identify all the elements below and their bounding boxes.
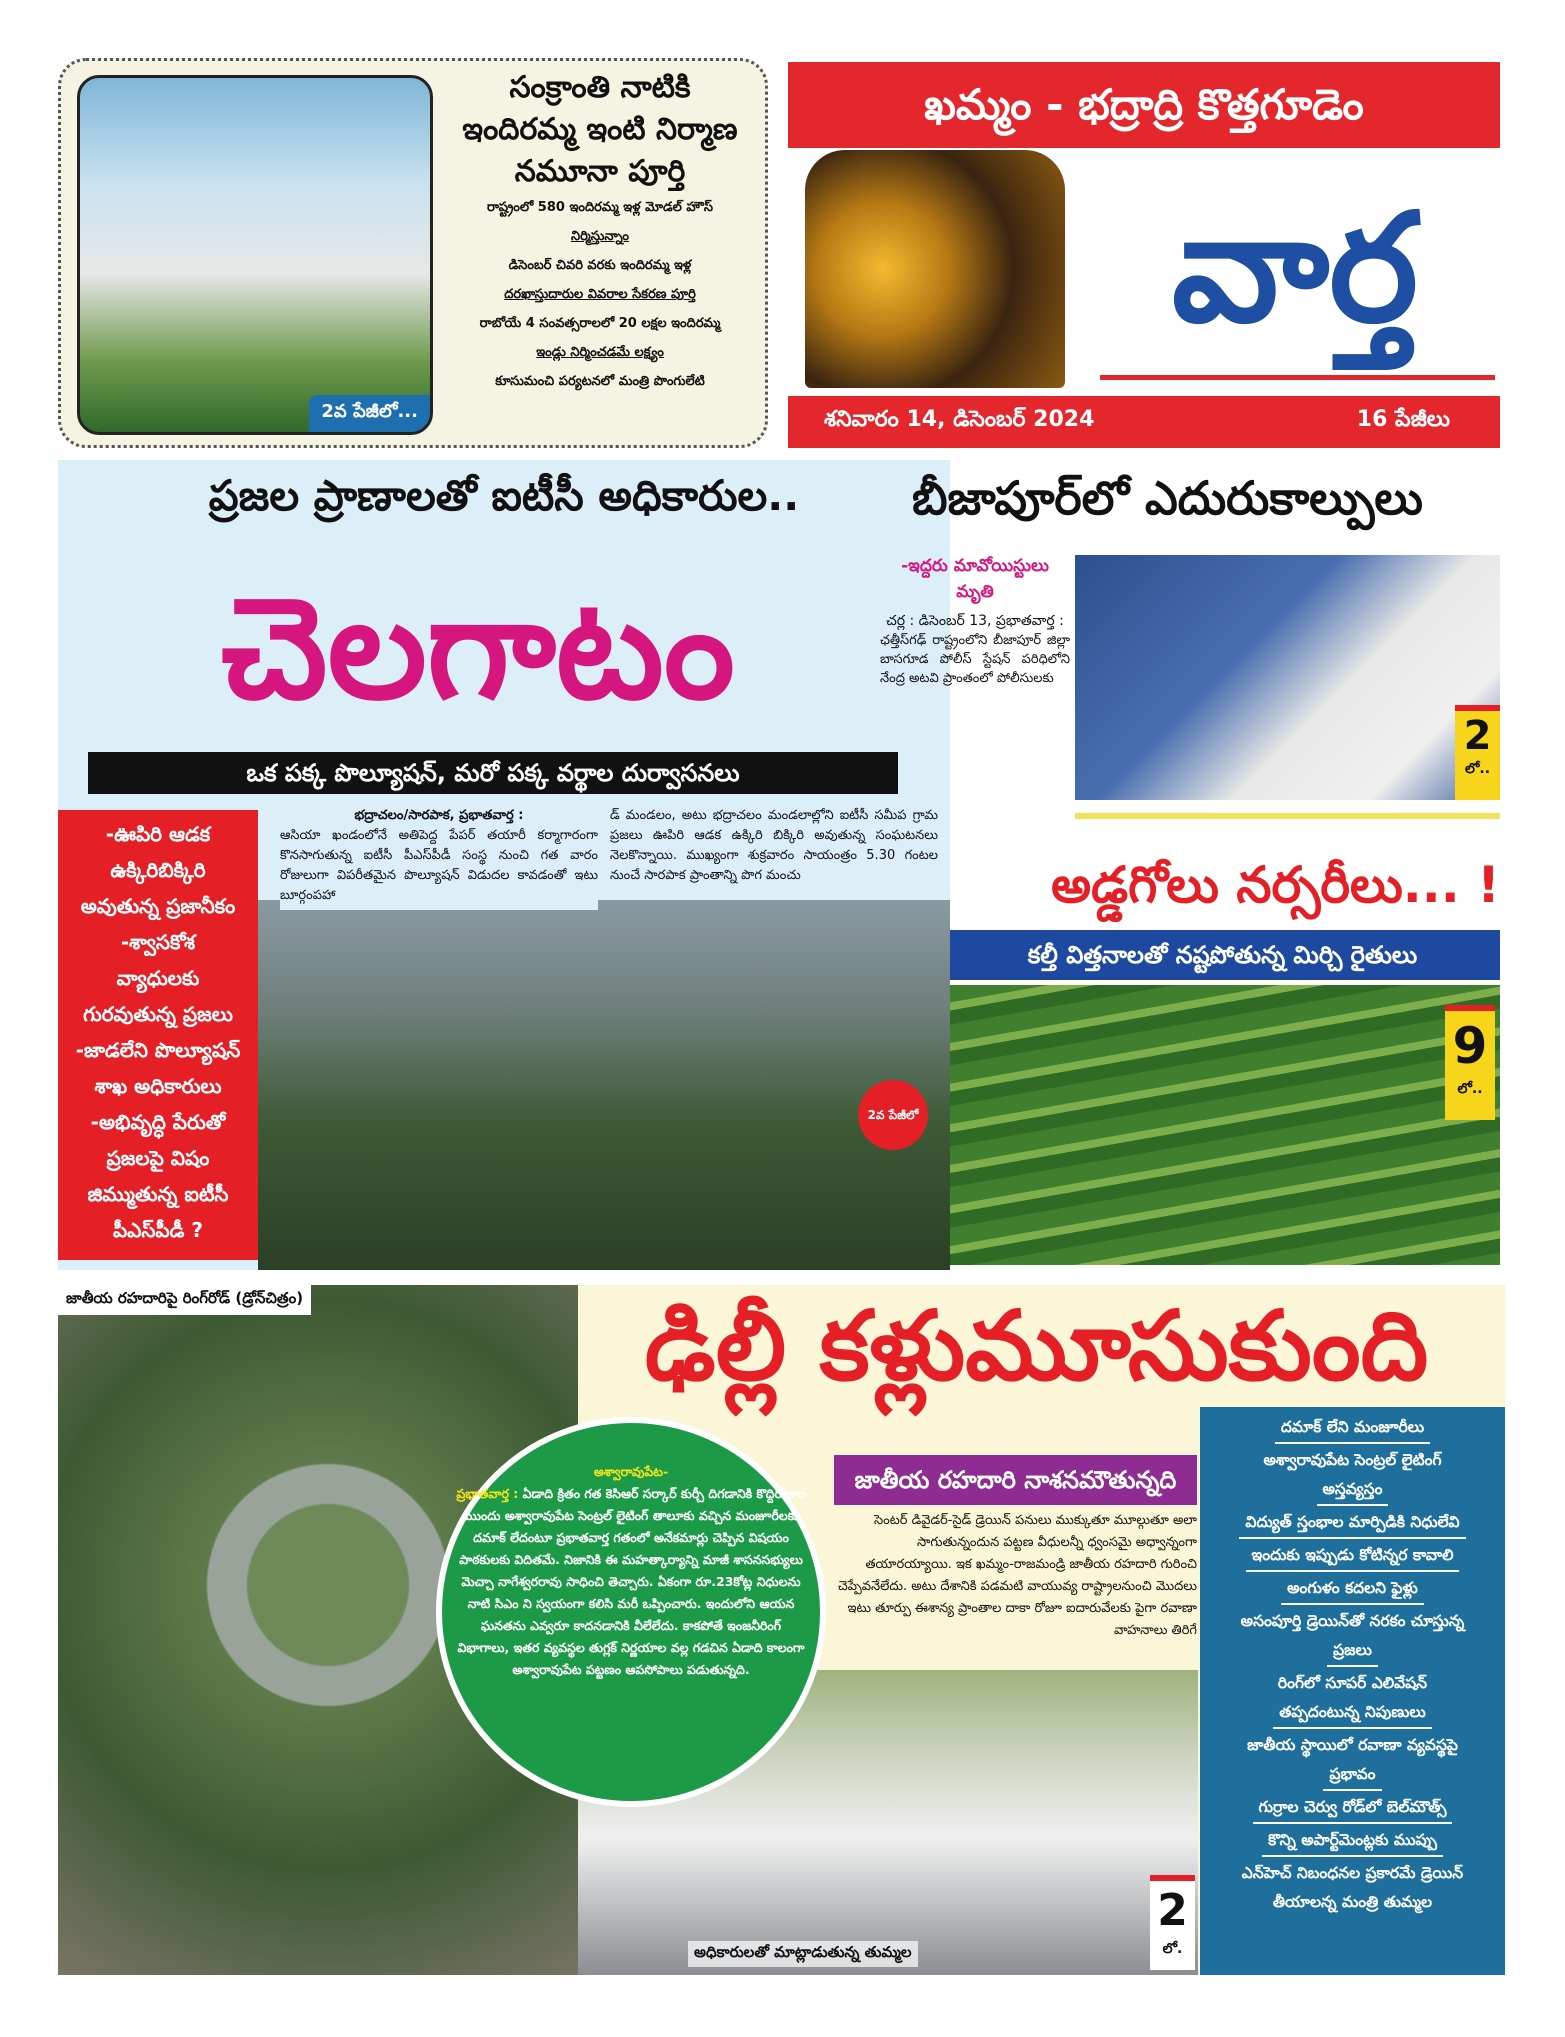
highlight: వ్యాధులకు — [116, 966, 200, 990]
jump-page: 2 — [1157, 1885, 1188, 1936]
smog-photo — [258, 900, 950, 1270]
point: జాతీయ స్థాయిలో రవాణా వ్యవస్థపై — [1247, 1736, 1458, 1754]
point: ఎన్‌హెచ్ నిబంధనల ప్రకారమే డ్రెయిన్ — [1241, 1864, 1464, 1882]
jump-label[interactable]: 2వ పేజీలో... — [309, 395, 430, 432]
lead-highlights — [58, 810, 258, 1260]
dateline: చర్ల : డిసెంబర్ 13, ప్రభాతవార్త : — [886, 613, 1064, 629]
highlight: -అభివృద్ధి పేరుతో — [90, 1110, 226, 1134]
highlight: -ఊపిరి ఆడక — [105, 822, 211, 846]
jump-page: 9 — [1452, 1017, 1488, 1075]
photo-caption: జాతీయ రహదారిపై రింగ్‌రోడ్ (డ్రోన్‌చిత్రం) — [58, 1285, 311, 1315]
top-story-text — [437, 67, 763, 396]
page-count: 16 పేజీలు — [1356, 407, 1450, 432]
point: ప్రజలు — [1327, 1636, 1378, 1667]
point: విద్యుత్ స్తంభాల మార్పిడికి నిధులేవి — [1239, 1508, 1465, 1539]
point: అంగుళం కదలని ఫైళ్లు — [1281, 1574, 1424, 1605]
bijapur-headline: బీజాపూర్‌లో ఎదురుకాల్పులు — [912, 471, 1423, 525]
headline-line: ఇందిరమ్మ ఇంటి నిర్మాణ — [462, 112, 738, 147]
point: రాబోయే 4 సంవత్సరాలలో 20 లక్షల ఇందిరమ్మ — [479, 316, 721, 331]
delhi-headline: ఢిల్లీ కళ్లుమూసుకుంది — [644, 1290, 1429, 1402]
body-text: ఆసియా ఖండంలోనే అతిపెద్ద పేపర్ తయారీ కర్మాగారంగా కొనసాగుతున్న ఐటీసీ పీఎస్‌పీడీ సంస్థ నుంచి గత వారం రోజులుగా విపరీతమైన పొల్యూషన్ విడుదల కావడంతో ఇటు బూర్గంపహా — [280, 828, 598, 903]
jump-badge[interactable] — [1445, 1005, 1495, 1120]
point: రింగ్‌లో సూపర్ ఎలివేషన్ — [1277, 1674, 1428, 1692]
highlight: -జాడలేని పొల్యూషన్ — [75, 1038, 241, 1062]
lead-story — [58, 460, 950, 1270]
nursery-headline — [1051, 852, 1500, 918]
dateline: ప్రభాతవార్త : — [456, 1486, 519, 1501]
point: ఇండ్లు నిర్మించడమే లక్ష్యం — [536, 345, 664, 360]
lead-subhead: ఒక పక్క పొల్యూషన్, మరో పక్క వర్థాల దుర్వాసనలు — [88, 752, 898, 794]
bijapur-body — [880, 612, 1070, 688]
issue-date: శనివారం 14, డిసెంబర్ 2024 — [824, 407, 1095, 432]
nursery-subhead: కల్తీ విత్తనాలతో నష్టపోతున్న మిర్చి రైతులు — [945, 930, 1500, 980]
newspaper-logo: వార్త — [1171, 182, 1419, 356]
logo-underline — [1100, 375, 1495, 380]
point: అస్తవ్యస్తం — [1317, 1475, 1389, 1506]
point: కొన్ని అపార్ట్‌మెంట్లకు ముప్పు — [1262, 1826, 1443, 1857]
point: గుర్రాల చెర్వు రోడ్‌లో బెల్‌మౌత్స్ — [1253, 1793, 1453, 1824]
point: కూసుమంచి పర్యటనలో మంత్రి పొంగులేటి — [495, 374, 705, 389]
point: తప్పదంటున్న నిపుణులు — [1273, 1698, 1432, 1729]
deity-image — [805, 150, 1065, 388]
jump-badge[interactable] — [1150, 1875, 1195, 1970]
headline-line: సంక్రాంతి నాటికి — [509, 70, 691, 105]
highlight-circle — [436, 1417, 826, 1807]
divider — [1075, 813, 1500, 819]
highlight: జిమ్ముతున్న ఐటీసీ — [87, 1182, 229, 1206]
point: తీయాలన్న మంత్రి తుమ్మల — [1272, 1893, 1433, 1911]
body-text: ఛత్తీస్‌గఢ్ రాష్ట్రంలోని బీజాపూర్ జిల్లా బాసగూడ పోలీస్ స్టేషన్ పరిధిలోని నేంద్ర అటవి ప్రాంతంలో పోలీసులకు — [880, 633, 1070, 686]
highlight: పీఎస్‌పీడీ ? — [112, 1218, 204, 1242]
highlight: శాఖ అధికారులు — [94, 1074, 222, 1098]
point: రాష్ట్రంలో 580 ఇందిరమ్మ ఇళ్ల మోడల్ హౌస్ — [486, 200, 713, 215]
point: ప్రభావం — [1323, 1760, 1381, 1791]
jump-page: 2 — [1463, 713, 1492, 759]
date-bar — [788, 396, 1500, 448]
lead-kicker: ప్రజల ప్రాణాలతో ఐటీసీ అధికారుల.. — [208, 471, 800, 520]
highlight: ఉక్కిరిబిక్కిరి — [110, 858, 206, 882]
highlight: -శ్వాసకోశ — [120, 930, 196, 954]
point: ఇందుకు ఇప్పుడు కోటిన్నర కావాలి — [1246, 1541, 1460, 1572]
body-text: సెంటర్ డివైడర్-సైడ్ డ్రెయిన్ పనులు ముక్కుతూ మూల్గుతూ అలా సాగుతున్నందున పట్టణ వీధులన్నీ ధ్వంసమై అధ్వాన్నంగా తయారయ్యాయి. ఇక ఖమ్మం-రాజమండ్రి జాతీయ రహదారి గురించి చెప్పేవనేలేదు. అటు దేశానికి పడమటి వాయువ్య రాష్ట్రాలనుంచి మొదలు ఇటు తూర్పు ఈశాన్య ప్రాంతాల దాకా రోజూ ఐదారువేలకు పైగా రవాణా వాహనాలు తిరిగే — [837, 1513, 1197, 1638]
photo-caption: అధికారులతో మాట్లాడుతున్న తుమ్మల — [688, 1941, 918, 1967]
highlights-column — [1200, 1407, 1505, 1975]
jump-badge[interactable] — [1455, 705, 1500, 800]
jump-badge[interactable]: 2వ పేజీలో — [858, 1080, 928, 1150]
point: డిసెంబర్ చివరి వరకు ఇందిరమ్మ ఇళ్ల — [508, 258, 692, 273]
lead-column-1 — [280, 806, 598, 910]
point: అసంపూర్తి డ్రెయిన్‌తో నరకం చూస్తున్న — [1240, 1612, 1465, 1630]
place: అశ్వారావుపేట- — [593, 1464, 669, 1479]
highlight: గురవుతున్న ప్రజలు — [83, 1002, 233, 1026]
jump-text: లో.. — [1464, 761, 1491, 777]
point: దమాక్ లేని మంజూరీలు — [1275, 1413, 1430, 1444]
sub-headline: జాతీయ రహదారి నాశనమౌతున్నది — [834, 1455, 1197, 1505]
point: దరఖాస్తుదారుల వివరాల సేకరణ పూర్తి — [504, 287, 696, 302]
top-story-box — [58, 58, 768, 448]
headline-line: నమూనా పూర్తి — [514, 154, 686, 189]
edition-banner: ఖమ్మం - భద్రాద్రి కొత్తగూడెం — [788, 62, 1500, 148]
dateline: భద్రాచలం/సారపాక, ప్రభాతవార్త : — [354, 808, 524, 823]
jump-text: లో.. — [1457, 1081, 1483, 1097]
lead-column-2: డ్ మండలం, అటు భద్రాచలం మండలాల్లోని ఐటీసీ సమీప గ్రామ ప్రజలు ఊపిరి ఆడక ఉక్కిరి బిక్కిరి అవుతున్న సంఘటనలు నెలకొన్నాయి. ముఖ్యంగా శుక్రవారం సాయంత్రం 5.30 గంటల నుంచే సారపాక ప్రాంతాన్ని పొగ మంచు — [610, 806, 938, 890]
nursery-headline-text: అడ్డగోలు నర్సరీలు... ! — [1051, 856, 1500, 914]
nursery-photo — [945, 985, 1500, 1265]
jump-text: లో. — [1162, 1941, 1183, 1957]
highlight: ప్రజలపై విషం — [106, 1146, 210, 1170]
circle-body: ఏడాది క్రితం గత కెసిఆర్ సర్కార్ కుర్చీ దిగడానికి కొద్దిరోజుల ముందు అశ్వారావుపేట సెంట్రల్ లైటింగ్ తాలూకు వచ్చిన మంజూరీలకు దమాక్ లేదంటూ ప్రభాతవార్త గతంలో అనేకమార్లు చెప్పిన విషయం పాఠకులకు విదితమే. నిజానికి ఈ మహత్కార్యాన్ని మాజీ శాసనసభ్యులు మెచ్చా నాగేశ్వరరావు సాధించి తెచ్చారు. ఏకంగా రూ.23కోట్ల నిధులను నాటి సిఎం ని స్వయంగా కలిసి మరీ ఒప్పించారు. ఇందులోని ఆయన ఘనతను ఎవ్వరూ కాదనడానికి వీలేలేదు. కాకపోతే ఇంజనీరింగ్ విభాగాలు, ఇతర వ్యవస్థల తుగ్లక్ నిర్ణయాల వల్ల గడచిన ఏడాది కాలంగా అశ్వారావుపేట పట్టణం ఆపసోపాలు పడుతున్నది. — [457, 1486, 806, 1677]
seized-weapons-photo — [1075, 555, 1500, 800]
point: అశ్వారావుపేట సెంట్రల్ లైటింగ్ — [1263, 1451, 1442, 1469]
point: నిర్మిస్తున్నాం — [570, 229, 629, 244]
delhi-story — [58, 1285, 1505, 1975]
minister-photo — [77, 75, 433, 435]
lead-headline: చెలగాటం — [221, 568, 735, 731]
highlight: అవుతున్న ప్రజానీకం — [80, 894, 236, 918]
bijapur-subhead: -ఇద్దరు మావోయిస్టులు మృతి — [901, 556, 1049, 602]
